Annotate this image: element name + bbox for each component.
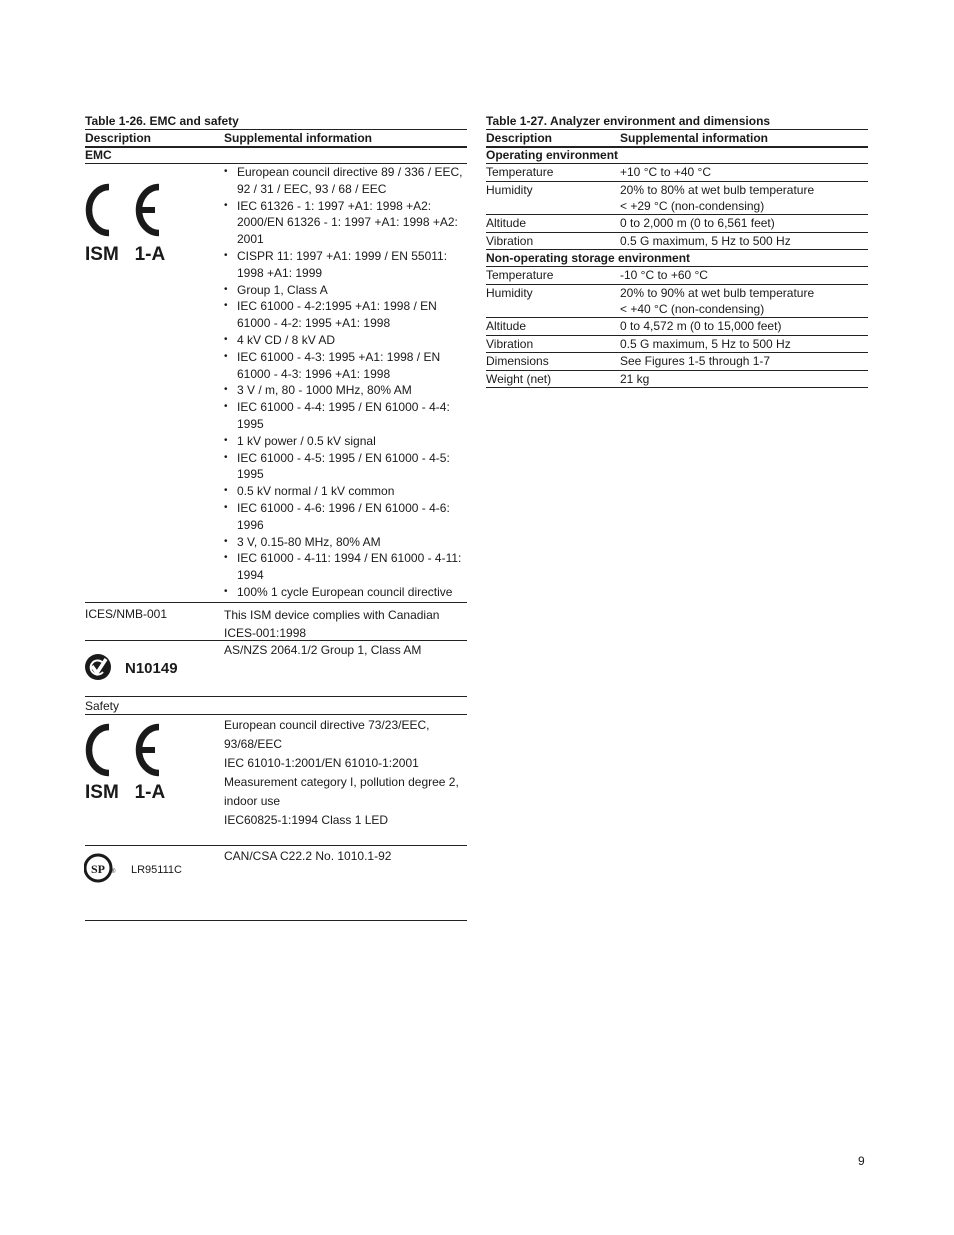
safety-line: European council directive 73/23/EEC,	[224, 718, 430, 732]
table-26-caption: Table 1-26. EMC and safety	[85, 114, 239, 128]
divider	[85, 146, 467, 148]
ices-description: ICES/NMB-001	[85, 607, 168, 621]
emc-standard-item: • 1 kV power / 0.5 kV signal	[224, 433, 470, 450]
ism-label: ISM 1-A	[85, 782, 166, 803]
ctick-info: AS/NZS 2064.1/2 Group 1, Class AM	[224, 643, 422, 657]
row-description: Temperature	[486, 165, 554, 179]
row-description: Humidity	[486, 182, 533, 197]
row-description: Altitude	[486, 319, 527, 333]
ism-label: ISM 1-A	[85, 244, 166, 265]
csa-info: CAN/CSA C22.2 No. 1010.1-92	[224, 849, 392, 863]
col-header-supplemental: Supplemental information	[224, 131, 373, 145]
ce-mark-icon	[85, 720, 185, 806]
row-value: 0 to 4,572 m (0 to 15,000 feet)	[620, 319, 782, 333]
c-tick-icon	[85, 651, 195, 685]
row-value: < +40 °C (non-condensing)	[620, 301, 765, 316]
row-description: Dimensions	[486, 354, 549, 368]
divider	[85, 696, 467, 697]
emc-standard-item: • IEC 61000 - 4-2:1995 +A1: 1998 / EN 61000 - 4-2: 1995 +A1: 1998	[224, 298, 470, 332]
svg-text:SP: SP	[90, 862, 106, 876]
emc-standard-item: • 100% 1 cycle European council directive	[224, 584, 470, 601]
safety-line: IEC60825-1:1994 Class 1 LED	[224, 813, 389, 827]
divider	[85, 714, 467, 715]
row-value: See Figures 1-5 through 1-7	[620, 354, 771, 368]
emc-standard-item: • European council directive 89 / 336 / EEC, 92 / 31 / EEC, 93 / 68 / EEC	[224, 164, 470, 198]
row-value: 0.5 G maximum, 5 Hz to 500 Hz	[620, 233, 791, 248]
section-header: Non-operating storage environment	[486, 251, 691, 265]
safety-line: Measurement category I, pollution degree 2,	[224, 775, 459, 789]
emc-standard-item: • 3 V, 0.15-80 MHz, 80% AM	[224, 534, 470, 551]
emc-standards-list	[224, 164, 470, 601]
row-value: 20% to 90% at wet bulb temperature	[620, 285, 815, 300]
svg-text:®: ®	[111, 869, 116, 875]
emc-section-header: EMC	[85, 148, 112, 162]
emc-standard-item: • 3 V / m, 80 - 1000 MHz, 80% AM	[224, 382, 470, 399]
safety-line: 93/68/EEC	[224, 737, 283, 751]
row-value: 0.5 G maximum, 5 Hz to 500 Hz	[620, 336, 791, 351]
c-tick-logo	[85, 651, 195, 685]
emc-standard-item: • IEC 61000 - 4-3: 1995 +A1: 1998 / EN 61000 - 4-3: 1996 +A1: 1998	[224, 349, 470, 383]
row-description: Temperature	[486, 268, 554, 282]
row-description: Humidity	[486, 285, 533, 300]
col-header-supplemental: Supplemental information	[620, 131, 769, 145]
emc-standard-item: • IEC 61000 - 4-4: 1995 / EN 61000 - 4-4: 1995	[224, 399, 470, 433]
emc-standard-item: • IEC 61000 - 4-11: 1994 / EN 61000 - 4-11: 1994	[224, 550, 470, 584]
divider	[85, 920, 467, 921]
csa-logo	[84, 852, 204, 886]
csa-icon	[84, 852, 204, 886]
row-value: 20% to 80% at wet bulb temperature	[620, 182, 815, 197]
ce-ism-logo-safety	[85, 720, 185, 806]
row-description: Weight (net)	[486, 371, 552, 386]
divider	[85, 845, 467, 846]
emc-standard-item: • Group 1, Class A	[224, 282, 470, 299]
col-header-description: Description	[486, 131, 553, 145]
emc-standard-item: • IEC 61000 - 4-6: 1996 / EN 61000 - 4-6: 1996	[224, 500, 470, 534]
row-value: 21 kg	[620, 371, 650, 386]
row-value: < +29 °C (non-condensing)	[620, 198, 765, 213]
section-header: Operating environment	[486, 148, 619, 162]
divider	[486, 387, 868, 388]
ce-mark-icon	[85, 180, 185, 266]
emc-standard-item: • 4 kV CD / 8 kV AD	[224, 332, 470, 349]
safety-line: IEC 61010-1:2001/EN 61010-1:2001	[224, 756, 419, 770]
csa-number: LR95111C	[131, 864, 182, 876]
emc-standard-item: • 0.5 kV normal / 1 kV common	[224, 483, 470, 500]
ce-ism-logo	[85, 180, 185, 266]
row-value: -10 °C to +60 °C	[620, 268, 708, 282]
table-27-caption: Table 1-27. Analyzer environment and dimensions	[486, 114, 771, 128]
emc-standard-item: • IEC 61000 - 4-5: 1995 / EN 61000 - 4-5: 1995	[224, 450, 470, 484]
c-tick-number: N10149	[125, 660, 178, 677]
row-description: Vibration	[486, 336, 534, 351]
ices-info: This ISM device complies with Canadian ICES-001:1998	[224, 608, 440, 640]
safety-section-header: Safety	[85, 699, 120, 713]
safety-line: indoor use	[224, 794, 281, 808]
divider	[85, 602, 467, 603]
row-value: 0 to 2,000 m (0 to 6,561 feet)	[620, 216, 775, 230]
col-header-description: Description	[85, 131, 152, 145]
divider	[85, 640, 467, 641]
safety-info	[224, 716, 474, 830]
page-number: 9	[858, 1154, 865, 1168]
emc-standard-item: • IEC 61326 - 1: 1997 +A1: 1998 +A2: 2000/EN 61326 - 1: 1997 +A1: 1998 +A2: 2001	[224, 198, 470, 248]
row-description: Altitude	[486, 216, 527, 230]
row-description: Vibration	[486, 233, 534, 248]
row-value: +10 °C to +40 °C	[620, 165, 711, 179]
emc-standard-item: • CISPR 11: 1997 +A1: 1999 / EN 55011: 1998 +A1: 1999	[224, 248, 470, 282]
